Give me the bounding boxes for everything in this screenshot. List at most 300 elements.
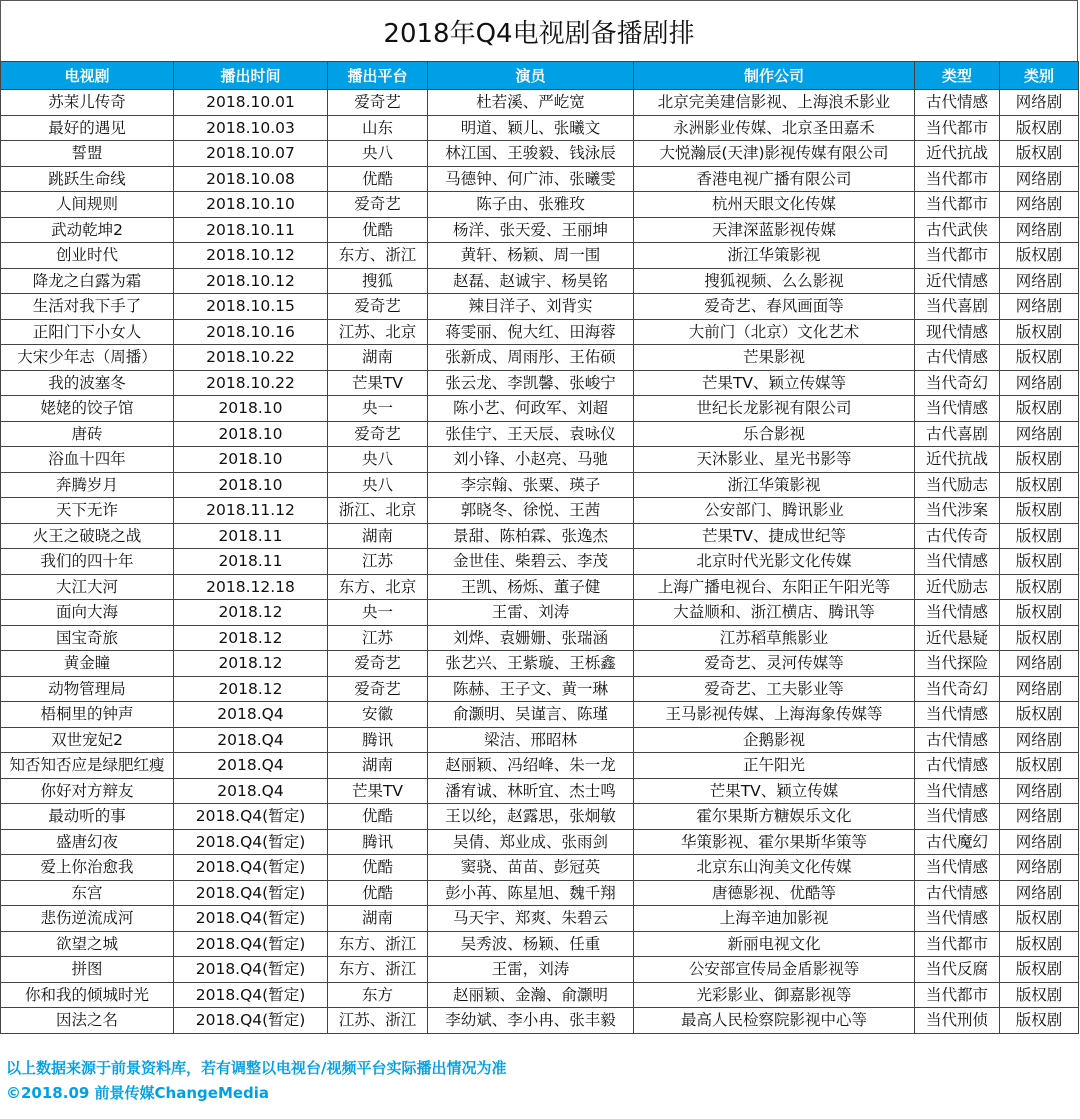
cell-platform: 腾讯 <box>328 727 428 753</box>
cell-cast: 马德钟、何广沛、张曦雯 <box>428 166 634 192</box>
table-row <box>1 90 1079 116</box>
cell-platform: 东方 <box>328 982 428 1008</box>
cell-drama-name: 双世宠妃2 <box>1 727 174 753</box>
column-header-air-date: 播出时间 <box>174 62 328 90</box>
cell-air-date: 2018.12 <box>174 625 328 651</box>
cell-cast: 赵丽颖、金瀚、俞灏明 <box>428 982 634 1008</box>
cell-category: 网络剧 <box>1000 370 1079 396</box>
cell-genre: 当代刑侦 <box>915 1008 1000 1034</box>
cell-production-company: 爱奇艺、春风画面等 <box>634 294 915 320</box>
table-row <box>1 370 1079 396</box>
cell-air-date: 2018.Q4(暂定) <box>174 931 328 957</box>
cell-air-date: 2018.Q4(暂定) <box>174 829 328 855</box>
cell-cast: 金世佳、柴碧云、李茂 <box>428 549 634 575</box>
cell-production-company: 搜狐视频、么么影视 <box>634 268 915 294</box>
cell-cast: 李宗翰、张粟、瑛子 <box>428 472 634 498</box>
cell-drama-name: 火王之破晓之战 <box>1 523 174 549</box>
cell-cast: 杜若溪、严屹宽 <box>428 90 634 116</box>
cell-drama-name: 大江大河 <box>1 574 174 600</box>
cell-platform: 爱奇艺 <box>328 676 428 702</box>
cell-air-date: 2018.10.03 <box>174 115 328 141</box>
cell-drama-name: 我的波塞冬 <box>1 370 174 396</box>
cell-air-date: 2018.10.10 <box>174 192 328 218</box>
table-row <box>1 141 1079 167</box>
cell-platform: 优酷 <box>328 804 428 830</box>
cell-genre: 当代都市 <box>915 243 1000 269</box>
cell-cast: 郭晓冬、徐悦、王茜 <box>428 498 634 524</box>
cell-air-date: 2018.Q4(暂定) <box>174 906 328 932</box>
cell-air-date: 2018.Q4(暂定) <box>174 1008 328 1034</box>
cell-drama-name: 浴血十四年 <box>1 447 174 473</box>
cell-category: 版权剧 <box>1000 600 1079 626</box>
cell-cast: 张新成、周雨彤、王佑硕 <box>428 345 634 371</box>
cell-production-company: 最高人民检察院影视中心等 <box>634 1008 915 1034</box>
cell-genre: 当代探险 <box>915 651 1000 677</box>
cell-category: 网络剧 <box>1000 192 1079 218</box>
cell-category: 网络剧 <box>1000 880 1079 906</box>
table-row <box>1 676 1079 702</box>
cell-cast: 刘小锋、小赵亮、马驰 <box>428 447 634 473</box>
cell-genre: 当代喜剧 <box>915 294 1000 320</box>
cell-platform: 搜狐 <box>328 268 428 294</box>
cell-drama-name: 誓盟 <box>1 141 174 167</box>
cell-drama-name: 梧桐里的钟声 <box>1 702 174 728</box>
cell-drama-name: 东宫 <box>1 880 174 906</box>
cell-drama-name: 知否知否应是绿肥红瘦 <box>1 753 174 779</box>
cell-cast: 王以纶，赵露思，张炯敏 <box>428 804 634 830</box>
table-row <box>1 498 1079 524</box>
table-row <box>1 804 1079 830</box>
table-header-row <box>1 62 1079 90</box>
table-body <box>1 90 1079 1034</box>
cell-genre: 当代都市 <box>915 931 1000 957</box>
cell-production-company: 爱奇艺、灵河传媒等 <box>634 651 915 677</box>
cell-platform: 江苏、浙江 <box>328 1008 428 1034</box>
cell-category: 版权剧 <box>1000 396 1079 422</box>
column-header-genre: 类型 <box>915 62 1000 90</box>
cell-category: 版权剧 <box>1000 345 1079 371</box>
cell-drama-name: 悲伤逆流成河 <box>1 906 174 932</box>
cell-drama-name: 天下无诈 <box>1 498 174 524</box>
cell-platform: 爱奇艺 <box>328 651 428 677</box>
cell-category: 网络剧 <box>1000 778 1079 804</box>
cell-production-company: 杭州天眼文化传媒 <box>634 192 915 218</box>
cell-category: 版权剧 <box>1000 574 1079 600</box>
cell-drama-name: 苏茉儿传奇 <box>1 90 174 116</box>
cell-air-date: 2018.Q4(暂定) <box>174 982 328 1008</box>
cell-platform: 爱奇艺 <box>328 90 428 116</box>
cell-genre: 当代情感 <box>915 906 1000 932</box>
table-row <box>1 115 1079 141</box>
cell-production-company: 爱奇艺、工夫影业等 <box>634 676 915 702</box>
cell-cast: 王凯、杨烁、董子健 <box>428 574 634 600</box>
cell-drama-name: 创业时代 <box>1 243 174 269</box>
cell-air-date: 2018.12 <box>174 600 328 626</box>
cell-genre: 古代传奇 <box>915 523 1000 549</box>
cell-air-date: 2018.10.22 <box>174 370 328 396</box>
column-header-cast: 演员 <box>428 62 634 90</box>
cell-platform: 湖南 <box>328 523 428 549</box>
cell-production-company: 北京时代光影文化传媒 <box>634 549 915 575</box>
cell-genre: 当代奇幻 <box>915 676 1000 702</box>
table-row <box>1 574 1079 600</box>
cell-platform: 安徽 <box>328 702 428 728</box>
table-row <box>1 957 1079 983</box>
table-row <box>1 421 1079 447</box>
cell-platform: 优酷 <box>328 880 428 906</box>
cell-air-date: 2018.10.01 <box>174 90 328 116</box>
cell-genre: 当代都市 <box>915 166 1000 192</box>
cell-drama-name: 正阳门下小女人 <box>1 319 174 345</box>
table-row <box>1 319 1079 345</box>
cell-air-date: 2018.11 <box>174 549 328 575</box>
cell-air-date: 2018.10 <box>174 421 328 447</box>
table-row <box>1 523 1079 549</box>
cell-category: 网络剧 <box>1000 421 1079 447</box>
cell-drama-name: 生活对我下手了 <box>1 294 174 320</box>
table-row <box>1 268 1079 294</box>
cell-drama-name: 人间规则 <box>1 192 174 218</box>
cell-drama-name: 面向大海 <box>1 600 174 626</box>
cell-cast: 陈小艺、何政军、刘超 <box>428 396 634 422</box>
cell-air-date: 2018.Q4(暂定) <box>174 804 328 830</box>
cell-genre: 古代情感 <box>915 753 1000 779</box>
cell-category: 网络剧 <box>1000 676 1079 702</box>
cell-genre: 古代情感 <box>915 90 1000 116</box>
data-source-note: 以上数据来源于前景资料库，若有调整以电视台/视频平台实际播出情况为准 <box>6 1059 507 1077</box>
cell-production-company: 上海辛迪加影视 <box>634 906 915 932</box>
table-row <box>1 702 1079 728</box>
cell-cast: 彭小苒、陈星旭、魏千翔 <box>428 880 634 906</box>
cell-air-date: 2018.10 <box>174 472 328 498</box>
cell-category: 版权剧 <box>1000 1008 1079 1034</box>
cell-cast: 张佳宁、王天辰、袁咏仪 <box>428 421 634 447</box>
cell-category: 版权剧 <box>1000 319 1079 345</box>
cell-production-company: 乐合影视 <box>634 421 915 447</box>
cell-drama-name: 我们的四十年 <box>1 549 174 575</box>
cell-genre: 近代情感 <box>915 268 1000 294</box>
cell-genre: 当代情感 <box>915 396 1000 422</box>
cell-category: 网络剧 <box>1000 651 1079 677</box>
cell-drama-name: 爱上你治愈我 <box>1 855 174 881</box>
table-row <box>1 472 1079 498</box>
cell-category: 网络剧 <box>1000 804 1079 830</box>
cell-platform: 湖南 <box>328 753 428 779</box>
cell-category: 网络剧 <box>1000 829 1079 855</box>
cell-air-date: 2018.Q4 <box>174 702 328 728</box>
table-row <box>1 778 1079 804</box>
table-row <box>1 651 1079 677</box>
table-row <box>1 294 1079 320</box>
table-row <box>1 625 1079 651</box>
table-row <box>1 600 1079 626</box>
cell-genre: 当代都市 <box>915 115 1000 141</box>
table-row <box>1 982 1079 1008</box>
cell-air-date: 2018.11 <box>174 523 328 549</box>
cell-air-date: 2018.10.12 <box>174 243 328 269</box>
cell-platform: 爱奇艺 <box>328 192 428 218</box>
page-title: 2018年Q4电视剧备播剧排 <box>0 0 1078 61</box>
cell-production-company: 天津深蓝影视传媒 <box>634 217 915 243</box>
cell-production-company: 华策影视、霍尔果斯华策等 <box>634 829 915 855</box>
cell-cast: 张云龙、李凯馨、张峻宁 <box>428 370 634 396</box>
cell-platform: 芒果TV <box>328 370 428 396</box>
cell-drama-name: 黄金瞳 <box>1 651 174 677</box>
column-header-category: 类别 <box>1000 62 1079 90</box>
cell-category: 版权剧 <box>1000 702 1079 728</box>
cell-air-date: 2018.10.12 <box>174 268 328 294</box>
table-row <box>1 931 1079 957</box>
cell-platform: 东方、浙江 <box>328 957 428 983</box>
cell-genre: 当代都市 <box>915 192 1000 218</box>
cell-production-company: 天沐影业、星光书影等 <box>634 447 915 473</box>
cell-drama-name: 动物管理局 <box>1 676 174 702</box>
cell-category: 版权剧 <box>1000 141 1079 167</box>
table-row <box>1 192 1079 218</box>
cell-genre: 当代反腐 <box>915 957 1000 983</box>
column-header-platform: 播出平台 <box>328 62 428 90</box>
cell-drama-name: 盛唐幻夜 <box>1 829 174 855</box>
cell-air-date: 2018.Q4 <box>174 778 328 804</box>
cell-cast: 李幼斌、李小冉、张丰毅 <box>428 1008 634 1034</box>
table-row <box>1 829 1079 855</box>
cell-air-date: 2018.Q4(暂定) <box>174 855 328 881</box>
cell-category: 版权剧 <box>1000 982 1079 1008</box>
cell-category: 版权剧 <box>1000 243 1079 269</box>
cell-production-company: 芒果影视 <box>634 345 915 371</box>
cell-genre: 古代情感 <box>915 345 1000 371</box>
cell-production-company: 大益顺和、浙江横店、腾讯等 <box>634 600 915 626</box>
cell-air-date: 2018.10.15 <box>174 294 328 320</box>
cell-genre: 现代情感 <box>915 319 1000 345</box>
cell-production-company: 公安部门、腾讯影业 <box>634 498 915 524</box>
cell-cast: 吴秀波、杨颖、任重 <box>428 931 634 957</box>
cell-cast: 窦骁、苗苗、彭冠英 <box>428 855 634 881</box>
cell-category: 版权剧 <box>1000 115 1079 141</box>
cell-cast: 王雷，刘涛 <box>428 957 634 983</box>
cell-production-company: 正午阳光 <box>634 753 915 779</box>
cell-air-date: 2018.10.07 <box>174 141 328 167</box>
table-row <box>1 1008 1079 1034</box>
cell-drama-name: 最好的遇见 <box>1 115 174 141</box>
cell-air-date: 2018.10.22 <box>174 345 328 371</box>
cell-drama-name: 因法之名 <box>1 1008 174 1034</box>
cell-production-company: 芒果TV、颖立传媒等 <box>634 370 915 396</box>
cell-genre: 当代励志 <box>915 472 1000 498</box>
cell-drama-name: 武动乾坤2 <box>1 217 174 243</box>
cell-air-date: 2018.10.11 <box>174 217 328 243</box>
cell-air-date: 2018.10 <box>174 396 328 422</box>
cell-category: 网络剧 <box>1000 217 1079 243</box>
cell-category: 版权剧 <box>1000 753 1079 779</box>
cell-platform: 东方、浙江 <box>328 243 428 269</box>
cell-production-company: 光彩影业、御嘉影视等 <box>634 982 915 1008</box>
cell-air-date: 2018.Q4 <box>174 727 328 753</box>
cell-genre: 近代抗战 <box>915 141 1000 167</box>
cell-category: 版权剧 <box>1000 957 1079 983</box>
cell-platform: 优酷 <box>328 855 428 881</box>
cell-cast: 陈子由、张雅玫 <box>428 192 634 218</box>
cell-air-date: 2018.12 <box>174 651 328 677</box>
cell-cast: 杨洋、张天爱、王丽坤 <box>428 217 634 243</box>
cell-production-company: 世纪长龙影视有限公司 <box>634 396 915 422</box>
cell-air-date: 2018.10.08 <box>174 166 328 192</box>
cell-production-company: 浙江华策影视 <box>634 243 915 269</box>
cell-platform: 东方、北京 <box>328 574 428 600</box>
cell-production-company: 香港电视广播有限公司 <box>634 166 915 192</box>
cell-genre: 古代武侠 <box>915 217 1000 243</box>
cell-genre: 当代情感 <box>915 702 1000 728</box>
cell-production-company: 王马影视传媒、上海海象传媒等 <box>634 702 915 728</box>
cell-platform: 爱奇艺 <box>328 294 428 320</box>
table-row <box>1 906 1079 932</box>
table-row <box>1 880 1079 906</box>
cell-air-date: 2018.10.16 <box>174 319 328 345</box>
column-header-production-company: 制作公司 <box>634 62 915 90</box>
cell-genre: 当代情感 <box>915 778 1000 804</box>
cell-drama-name: 降龙之白露为霜 <box>1 268 174 294</box>
cell-genre: 当代情感 <box>915 855 1000 881</box>
cell-platform: 央八 <box>328 447 428 473</box>
cell-category: 网络剧 <box>1000 90 1079 116</box>
cell-genre: 当代涉案 <box>915 498 1000 524</box>
cell-cast: 陈赫、王子文、黄一琳 <box>428 676 634 702</box>
cell-drama-name: 欲望之城 <box>1 931 174 957</box>
table-row <box>1 753 1079 779</box>
cell-category: 版权剧 <box>1000 523 1079 549</box>
cell-production-company: 浙江华策影视 <box>634 472 915 498</box>
cell-drama-name: 国宝奇旅 <box>1 625 174 651</box>
cell-production-company: 唐德影视、优酷等 <box>634 880 915 906</box>
cell-genre: 当代情感 <box>915 549 1000 575</box>
cell-production-company: 江苏稻草熊影业 <box>634 625 915 651</box>
cell-production-company: 北京东山洵美文化传媒 <box>634 855 915 881</box>
column-header-drama: 电视剧 <box>1 62 174 90</box>
cell-platform: 央一 <box>328 396 428 422</box>
cell-drama-name: 姥姥的饺子馆 <box>1 396 174 422</box>
cell-platform: 江苏 <box>328 549 428 575</box>
cell-cast: 张艺兴、王紫璇、王栎鑫 <box>428 651 634 677</box>
cell-production-company: 大悦瀚辰(天津)影视传媒有限公司 <box>634 141 915 167</box>
cell-production-company: 公安部宣传局金盾影视等 <box>634 957 915 983</box>
table-row <box>1 549 1079 575</box>
table-row <box>1 396 1079 422</box>
cell-category: 网络剧 <box>1000 294 1079 320</box>
cell-platform: 湖南 <box>328 345 428 371</box>
table-row <box>1 727 1079 753</box>
cell-platform: 东方、浙江 <box>328 931 428 957</box>
cell-production-company: 新丽电视文化 <box>634 931 915 957</box>
cell-production-company: 企鹅影视 <box>634 727 915 753</box>
cell-category: 版权剧 <box>1000 549 1079 575</box>
cell-drama-name: 大宋少年志（周播） <box>1 345 174 371</box>
table-row <box>1 217 1079 243</box>
cell-production-company: 北京完美建信影视、上海浪禾影业 <box>634 90 915 116</box>
cell-category: 版权剧 <box>1000 472 1079 498</box>
table-row <box>1 855 1079 881</box>
cell-cast: 刘烨、袁姗姗、张瑞涵 <box>428 625 634 651</box>
cell-drama-name: 唐砖 <box>1 421 174 447</box>
cell-platform: 央一 <box>328 600 428 626</box>
cell-air-date: 2018.12.18 <box>174 574 328 600</box>
cell-air-date: 2018.Q4(暂定) <box>174 880 328 906</box>
cell-cast: 林江国、王骏毅、钱泳辰 <box>428 141 634 167</box>
cell-category: 网络剧 <box>1000 268 1079 294</box>
cell-category: 网络剧 <box>1000 855 1079 881</box>
cell-cast: 梁洁、邢昭林 <box>428 727 634 753</box>
cell-platform: 江苏、北京 <box>328 319 428 345</box>
cell-cast: 黄轩、杨颖、周一围 <box>428 243 634 269</box>
cell-cast: 赵丽颖、冯绍峰、朱一龙 <box>428 753 634 779</box>
cell-platform: 芒果TV <box>328 778 428 804</box>
cell-drama-name: 奔腾岁月 <box>1 472 174 498</box>
cell-category: 版权剧 <box>1000 625 1079 651</box>
cell-category: 版权剧 <box>1000 447 1079 473</box>
cell-production-company: 霍尔果斯方糖娱乐文化 <box>634 804 915 830</box>
cell-genre: 当代情感 <box>915 804 1000 830</box>
cell-air-date: 2018.12 <box>174 676 328 702</box>
cell-cast: 马天宇、郑爽、朱碧云 <box>428 906 634 932</box>
cell-cast: 潘宥诚、林昕宜、杰士鸣 <box>428 778 634 804</box>
cell-cast: 吴倩、郑业成、张雨剑 <box>428 829 634 855</box>
cell-production-company: 大前门（北京）文化艺术 <box>634 319 915 345</box>
cell-cast: 辣目洋子、刘背实 <box>428 294 634 320</box>
cell-production-company: 芒果TV、颖立传媒 <box>634 778 915 804</box>
cell-cast: 赵磊、赵诚宇、杨昊铭 <box>428 268 634 294</box>
cell-cast: 俞灏明、吴谨言、陈瑾 <box>428 702 634 728</box>
cell-drama-name: 跳跃生命线 <box>1 166 174 192</box>
cell-production-company: 永洲影业传媒、北京圣田嘉禾 <box>634 115 915 141</box>
cell-genre: 当代奇幻 <box>915 370 1000 396</box>
cell-platform: 央八 <box>328 472 428 498</box>
cell-air-date: 2018.11.12 <box>174 498 328 524</box>
cell-drama-name: 拼图 <box>1 957 174 983</box>
cell-genre: 古代情感 <box>915 727 1000 753</box>
table-row <box>1 345 1079 371</box>
cell-drama-name: 你和我的倾城时光 <box>1 982 174 1008</box>
cell-air-date: 2018.Q4(暂定) <box>174 957 328 983</box>
cell-category: 版权剧 <box>1000 906 1079 932</box>
cell-platform: 爱奇艺 <box>328 421 428 447</box>
cell-platform: 江苏 <box>328 625 428 651</box>
cell-platform: 腾讯 <box>328 829 428 855</box>
cell-genre: 近代励志 <box>915 574 1000 600</box>
cell-genre: 当代都市 <box>915 982 1000 1008</box>
cell-genre: 当代情感 <box>915 600 1000 626</box>
table-row <box>1 243 1079 269</box>
cell-cast: 景甜、陈柏霖、张逸杰 <box>428 523 634 549</box>
cell-platform: 优酷 <box>328 166 428 192</box>
cell-genre: 近代抗战 <box>915 447 1000 473</box>
cell-category: 版权剧 <box>1000 498 1079 524</box>
cell-platform: 山东 <box>328 115 428 141</box>
cell-category: 网络剧 <box>1000 166 1079 192</box>
drama-schedule-table <box>0 61 1079 1034</box>
table-row <box>1 166 1079 192</box>
cell-genre: 古代情感 <box>915 880 1000 906</box>
table-row <box>1 447 1079 473</box>
cell-production-company: 芒果TV、捷成世纪等 <box>634 523 915 549</box>
cell-cast: 王雷、刘涛 <box>428 600 634 626</box>
cell-genre: 古代喜剧 <box>915 421 1000 447</box>
copyright-text: ©2018.09 前景传媒ChangeMedia <box>6 1084 270 1102</box>
cell-platform: 湖南 <box>328 906 428 932</box>
cell-category: 网络剧 <box>1000 727 1079 753</box>
cell-drama-name: 最动听的事 <box>1 804 174 830</box>
cell-air-date: 2018.Q4 <box>174 753 328 779</box>
cell-genre: 古代魔幻 <box>915 829 1000 855</box>
cell-cast: 蒋雯丽、倪大红、田海蓉 <box>428 319 634 345</box>
